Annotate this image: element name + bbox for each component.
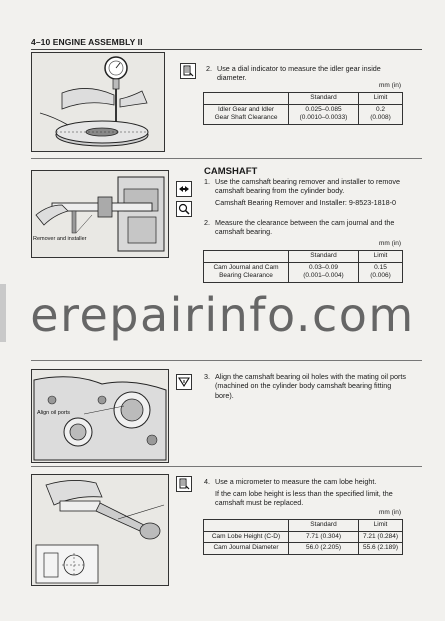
row-label: Cam Journal Diameter xyxy=(204,543,289,554)
step-text: Measure the clearance between the cam journal and the camshaft bearing. xyxy=(215,218,395,237)
table-header-standard: Standard xyxy=(289,520,359,532)
standard-value: 7.71 (0.304) xyxy=(289,532,359,543)
unit-label: mm (in) xyxy=(378,240,401,247)
table-header-limit: Limit xyxy=(359,93,403,105)
micrometer-illustration xyxy=(31,474,169,586)
step-number: 4. xyxy=(204,477,210,486)
oil-ports-illustration xyxy=(31,369,169,463)
watermark: erepairinfo.com xyxy=(30,288,415,342)
section-divider xyxy=(31,466,422,467)
table-header-standard: Standard xyxy=(289,93,359,105)
remove-install-icon xyxy=(176,181,192,197)
camshaft-tool-spec xyxy=(204,198,407,207)
table-header-standard: Standard xyxy=(289,251,359,263)
step-text: Use the camshaft bearing remover and installer to remove camshaft bearing from the cylinder body. xyxy=(215,177,400,196)
table-header-limit: Limit xyxy=(359,251,403,263)
inspect-icon xyxy=(180,63,196,79)
row-label: Cam Lobe Height (C-D) xyxy=(204,532,289,543)
cam-lobe-spec-table xyxy=(203,519,403,555)
limit-value: 0.2 (0.008) xyxy=(359,105,403,125)
row-label: Cam Journal and Cam Bearing Clearance xyxy=(204,263,289,283)
camshaft-title: CAMSHAFT xyxy=(204,166,258,177)
idler-gear-step xyxy=(206,64,406,83)
table-header-blank xyxy=(204,251,289,263)
step-number: 2. xyxy=(204,218,210,227)
tool-text: Camshaft Bearing Remover and Installer: 9-8523-1818-0 xyxy=(215,198,396,207)
unit-label: mm (in) xyxy=(378,509,401,516)
camshaft-step-1 xyxy=(204,177,407,196)
table-row xyxy=(204,532,403,543)
standard-value: 0.03–0.09 (0.001–0.004) xyxy=(289,263,359,283)
remover-installer-caption: Remover and installer xyxy=(33,236,87,242)
limit-value: 55.6 (2.189) xyxy=(359,543,403,554)
table-row xyxy=(204,543,403,554)
section-divider xyxy=(31,158,422,159)
cam-lobe-note xyxy=(204,489,407,508)
row-label: Idler Gear and Idler Gear Shaft Clearance xyxy=(204,105,289,125)
step-text: Use a dial indicator to measure the idler gear inside diameter. xyxy=(217,64,381,83)
unit-label: mm (in) xyxy=(378,82,401,89)
limit-value: 0.15 (0.006) xyxy=(359,263,403,283)
step-number: 1. xyxy=(204,177,210,186)
oil-ports-caption: Align oil ports xyxy=(37,410,71,416)
note-text: If the cam lobe height is less than the specified limit, the camshaft must be replaced. xyxy=(215,489,393,508)
limit-value: 7.21 (0.284) xyxy=(359,532,403,543)
standard-value: 56.0 (2.205) xyxy=(289,543,359,554)
step-text: Align the camshaft bearing oil holes with the mating oil ports (machined on the cylinder body camshaft bearing fitting bore). xyxy=(215,372,406,400)
step-text: Use a micrometer to measure the cam lobe height. xyxy=(215,477,377,486)
align-icon xyxy=(176,374,192,390)
header-rule xyxy=(31,49,422,50)
step-number: 2. xyxy=(206,64,212,73)
section-divider xyxy=(31,360,422,361)
cam-journal-spec-table xyxy=(203,250,403,283)
step-number: 3. xyxy=(204,372,210,381)
remover-installer-illustration xyxy=(31,170,169,258)
standard-value: 0.025–0.085 (0.0010–0.0033) xyxy=(289,105,359,125)
oil-ports-step xyxy=(204,372,407,400)
camshaft-step-2 xyxy=(204,218,407,237)
table-header-blank xyxy=(204,520,289,532)
measure-icon xyxy=(176,201,192,217)
page-header: 4–10 ENGINE ASSEMBLY II xyxy=(31,37,143,47)
inspect-icon xyxy=(176,476,192,492)
idler-gear-spec-table xyxy=(203,92,403,125)
table-header-blank xyxy=(204,93,289,105)
table-header-limit: Limit xyxy=(359,520,403,532)
cam-lobe-step xyxy=(204,477,407,486)
dial-indicator-illustration xyxy=(31,52,165,152)
